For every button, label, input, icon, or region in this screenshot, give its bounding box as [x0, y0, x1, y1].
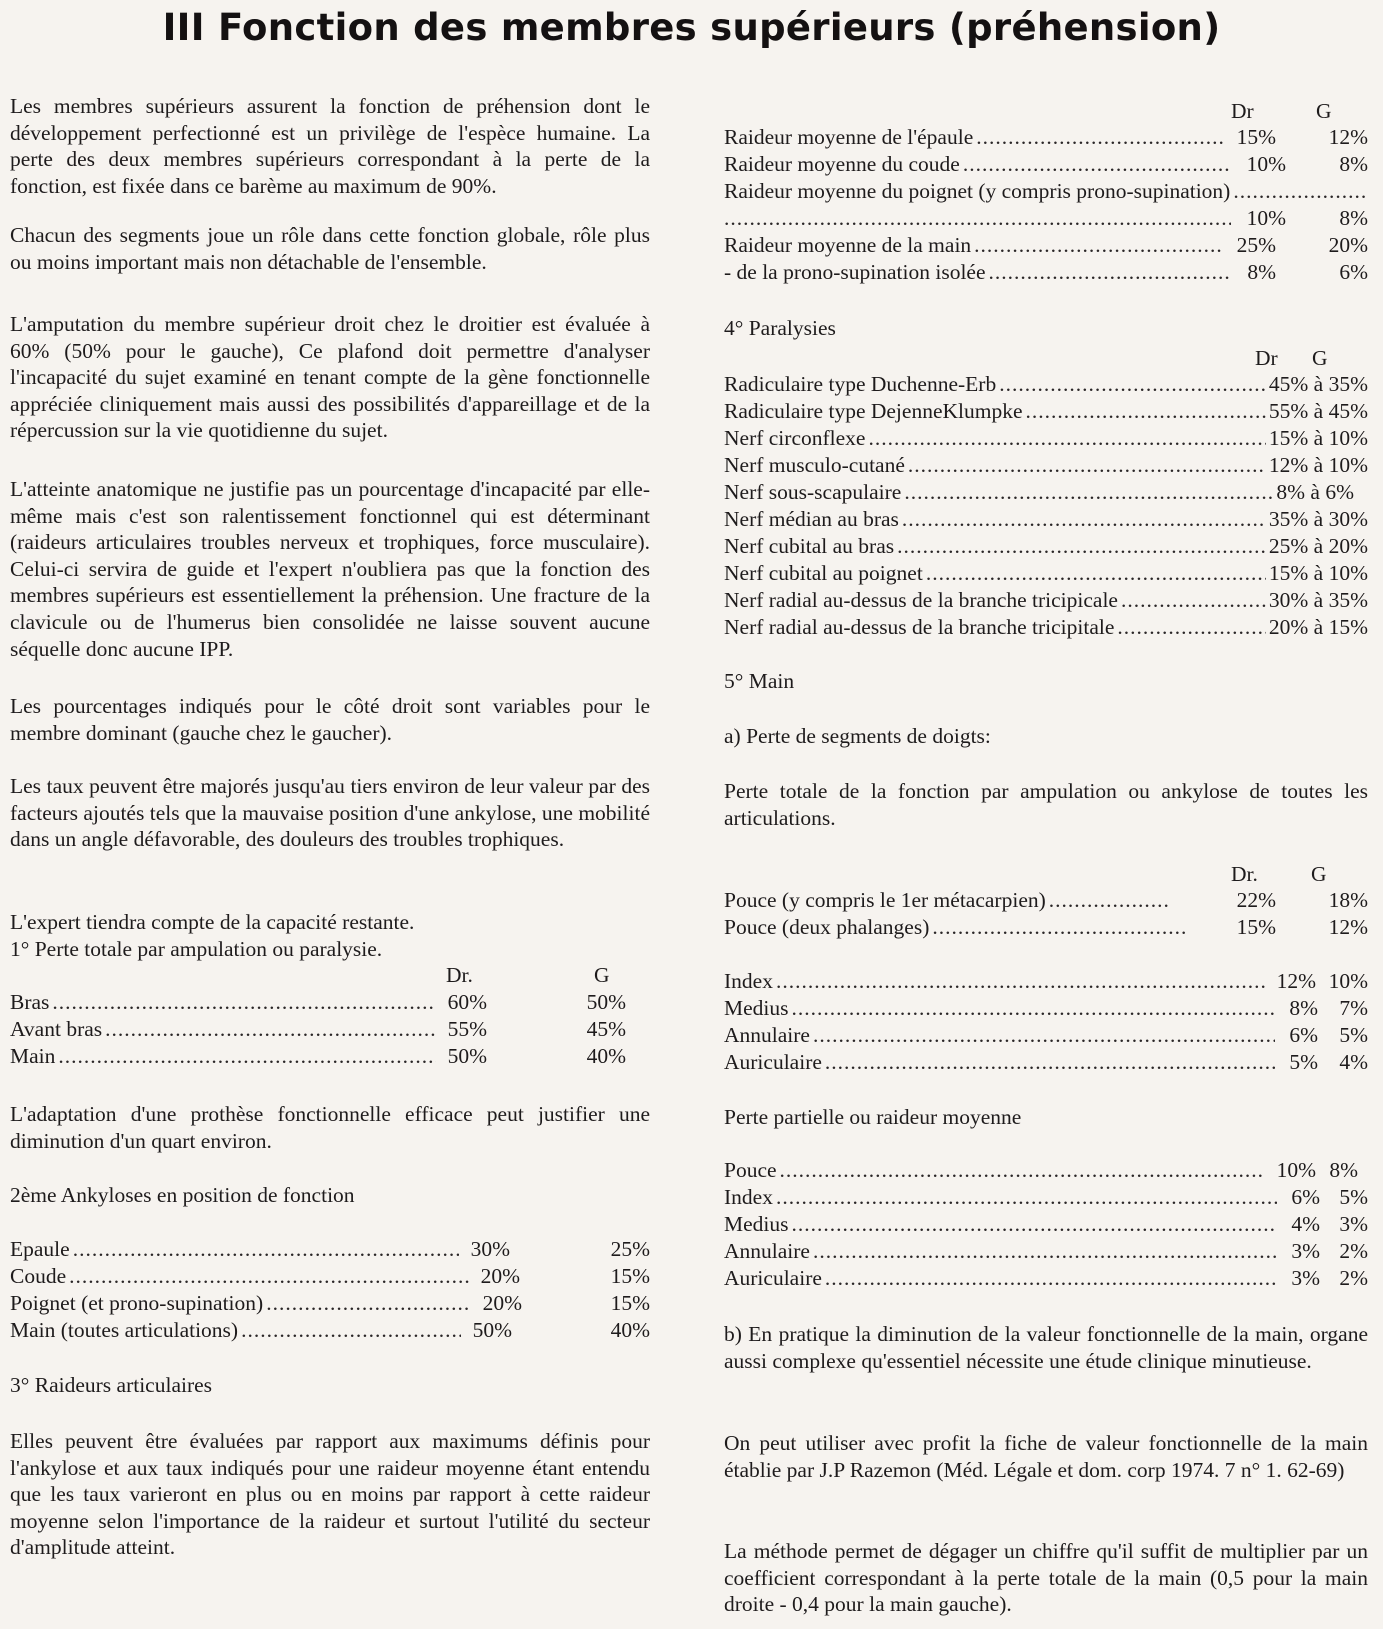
- value-dr: 5%: [1289, 1050, 1318, 1074]
- row-label: Bras: [10, 990, 50, 1014]
- table-row: [724, 533, 1368, 560]
- value-dr: 6%: [1291, 1185, 1320, 1209]
- value-dr: 6%: [1289, 1023, 1318, 1047]
- value-dr: 10%: [1276, 1158, 1316, 1182]
- table-row: [724, 1238, 1368, 1265]
- row-label: - de la prono-supination isolée: [724, 260, 986, 284]
- row-label: Nerf radial au-dessus de la branche tricipitale: [724, 615, 1115, 639]
- dot-leader: [73, 1236, 459, 1263]
- value-g: 2%: [1339, 1266, 1368, 1290]
- dot-leader: [989, 259, 1231, 286]
- col-header-dr: Dr: [1255, 346, 1278, 370]
- value-range: 45% à 35%: [1268, 372, 1368, 396]
- value-g: 45%: [586, 1017, 626, 1041]
- value-g: 15%: [610, 1291, 650, 1315]
- value-dr: 50%: [447, 1044, 487, 1068]
- col-header-g: G: [1316, 99, 1332, 123]
- dot-leader: [780, 1157, 1265, 1184]
- paragraph-prothese: [10, 1101, 650, 1154]
- value-g: 10%: [1328, 969, 1368, 993]
- row-label: Pouce (y compris le 1er métacarpien): [724, 888, 1046, 912]
- row-label: Index: [724, 1185, 773, 1209]
- table-row: [724, 614, 1368, 641]
- section-3-title: 3° Raideurs articulaires: [10, 1373, 213, 1397]
- dot-leader: [1233, 178, 1365, 205]
- row-label: Nerf sous-scapulaire: [724, 480, 902, 504]
- paragraph-segments: [10, 222, 650, 275]
- row-label: Poignet (et prono-supination): [10, 1291, 264, 1315]
- paragraph-text: b) En pratique la diminution de la valeur fonctionnelle de la main, organe aussi complexe qu'essentiel nécessite une étude clinique minutieuse.: [724, 1322, 1368, 1373]
- value-dr: 20%: [480, 1264, 520, 1288]
- table-row: [724, 506, 1368, 533]
- value-g: 15%: [610, 1264, 650, 1288]
- row-label: Medius: [724, 996, 789, 1020]
- dot-leader: [241, 1317, 461, 1344]
- table-row: [724, 887, 1368, 914]
- dot-leader: [904, 479, 1273, 506]
- dot-leader: [908, 452, 1266, 479]
- table-row: [724, 995, 1368, 1022]
- row-label: Epaule: [10, 1237, 70, 1261]
- row-label: Nerf médian au bras: [724, 507, 899, 531]
- row-label: Nerf radial au-dessus de la branche tricipicale: [724, 588, 1118, 612]
- value-dr: 22%: [1236, 888, 1276, 912]
- row-label: Radiculaire type Duchenne-Erb: [724, 372, 997, 396]
- dot-leader: [58, 1043, 436, 1070]
- paragraph-perte-totale: [724, 778, 1368, 831]
- paragraph-text: L'amputation du membre supérieur droit chez le droitier est évaluée à 60% (50% pour le gauche), Ce plafond doit permettre d'analyser l'incapacité du sujet examiné en tenant compte de la gène fonctionnelle appréciée cliniquement mais aussi des possibilités d'appareillage et de la répercussion sur la vie quotidienne du sujet.: [10, 312, 650, 443]
- value-dr: 3%: [1291, 1266, 1320, 1290]
- value-range: 35% à 30%: [1268, 507, 1368, 531]
- paragraph-pratique: [724, 1321, 1368, 1374]
- value-range: 30% à 35%: [1268, 588, 1368, 612]
- table-row: [10, 989, 626, 1016]
- table-row: [724, 124, 1368, 151]
- table-row: [724, 205, 1368, 232]
- section-5a-title: a) Perte de segments de doigts:: [724, 724, 991, 748]
- value-range: 12% à 10%: [1268, 453, 1368, 477]
- row-label: Auriculaire: [724, 1050, 822, 1074]
- dot-leader: [105, 1016, 436, 1043]
- paragraph-text: La méthode permet de dégager un chiffre qu'il suffit de multiplier par un coefficient correspondant à la perte totale de la main (0,5 pour la main droite - 0,4 pour la main gauche).: [724, 1539, 1368, 1617]
- table-row: [724, 1265, 1368, 1292]
- value-g: 8%: [1339, 206, 1368, 230]
- value-g: 18%: [1328, 888, 1368, 912]
- value-dr: 25%: [1236, 233, 1276, 257]
- table-row: [724, 1211, 1368, 1238]
- value-range: 15% à 10%: [1268, 426, 1368, 450]
- dot-leader: [813, 1022, 1275, 1049]
- col-header-dr: Dr.: [446, 963, 473, 987]
- dot-leader: [813, 1238, 1277, 1265]
- section-4-title: 4° Paralysies: [724, 316, 836, 340]
- dot-leader: [724, 205, 1231, 232]
- table-row: [724, 398, 1368, 425]
- row-label: Nerf cubital au poignet: [724, 561, 923, 585]
- table-row: [724, 178, 1368, 205]
- value-g: 25%: [610, 1237, 650, 1261]
- dot-leader: [52, 989, 436, 1016]
- value-dr: 30%: [470, 1237, 510, 1261]
- table-row: [724, 479, 1354, 506]
- table-row: [724, 560, 1368, 587]
- dot-leader: [792, 1211, 1278, 1238]
- paragraph-methode: [724, 1538, 1368, 1618]
- table-row: [724, 914, 1368, 941]
- value-dr: 4%: [1291, 1212, 1320, 1236]
- paragraph-text: L'adaptation d'une prothèse fonctionnelle efficace peut justifier une diminution d'un quart environ.: [10, 1102, 650, 1153]
- value-g: 20%: [1328, 233, 1368, 257]
- table-row: [10, 1290, 650, 1317]
- table-row: [724, 371, 1368, 398]
- paragraph-intro: [10, 93, 650, 199]
- col-header-dr: Dr: [1231, 99, 1254, 123]
- value-g: 4%: [1339, 1050, 1368, 1074]
- col-header-dr: Dr.: [1231, 862, 1258, 886]
- value-range: 25% à 20%: [1268, 534, 1368, 558]
- row-label: Raideur moyenne de l'épaule: [724, 125, 974, 149]
- row-label: Index: [724, 969, 773, 993]
- dot-leader: [902, 506, 1266, 533]
- paragraph-text: Les pourcentages indiqués pour le côté droit sont variables pour le membre dominant (gauche chez le gaucher).: [10, 694, 650, 745]
- row-label: Radiculaire type DejenneKlumpke: [724, 399, 1023, 423]
- dot-leader: [963, 151, 1231, 178]
- paragraph-text: Les taux peuvent être majorés jusqu'au tiers environ de leur valeur par des facteurs ajoutés tels que la mauvaise position d'une ankylose, une mobilité dans un angle défavorable, des douleurs des troubles trophiques.: [10, 774, 650, 852]
- col-header-g: G: [1312, 346, 1328, 370]
- row-label: Main (toutes articulations): [10, 1318, 239, 1342]
- table-row: [724, 587, 1368, 614]
- dot-leader: [776, 968, 1265, 995]
- section-1-title: 1° Perte totale par ampulation ou paralysie.: [10, 937, 383, 961]
- row-label: Main: [10, 1044, 56, 1068]
- value-g: 5%: [1339, 1185, 1368, 1209]
- paragraph-raideurs: [10, 1428, 650, 1561]
- paragraph-text: Perte totale de la fonction par ampulation ou ankylose de toutes les articulations.: [724, 779, 1368, 830]
- value-g: 7%: [1339, 996, 1368, 1020]
- paragraph-amputation: [10, 311, 650, 444]
- value-g: 6%: [1339, 260, 1368, 284]
- value-g: 12%: [1328, 915, 1368, 939]
- row-label: Annulaire: [724, 1023, 810, 1047]
- value-range: 15% à 10%: [1268, 561, 1368, 585]
- value-g: 8%: [1339, 152, 1368, 176]
- table-row: [10, 1016, 626, 1043]
- row-label: Pouce (deux phalanges): [724, 915, 930, 939]
- value-dr: 8%: [1247, 260, 1276, 284]
- value-dr: 12%: [1276, 969, 1316, 993]
- row-label: Coude: [10, 1264, 67, 1288]
- dot-leader: [976, 124, 1225, 151]
- table-row: [724, 425, 1368, 452]
- table-row: [724, 1184, 1368, 1211]
- section-5-title: 5° Main: [724, 669, 795, 693]
- dot-leader: [926, 560, 1266, 587]
- paragraph-text: Elles peuvent être évaluées par rapport aux maximums définis pour l'ankylose et aux taux indiqués pour une raideur moyenne étant entendu que les taux varieront en plus ou en moins par rapport à cette raideur moyenne selon l'importance de la raideur et surtout l'utilité du secteur d'amplitude atteint.: [10, 1429, 650, 1560]
- value-dr: 10%: [1246, 152, 1286, 176]
- row-label: Annulaire: [724, 1239, 810, 1263]
- dot-leader: [69, 1263, 469, 1290]
- partielle-title: Perte partielle ou raideur moyenne: [724, 1105, 1022, 1129]
- row-label: Nerf cubital au bras: [724, 534, 895, 558]
- dot-leader: [1117, 614, 1265, 641]
- table-row: [10, 1263, 650, 1290]
- value-range: 55% à 45%: [1268, 399, 1368, 423]
- dot-leader: [974, 232, 1221, 259]
- paragraph-majoration: [10, 773, 650, 853]
- value-g: 50%: [586, 990, 626, 1014]
- paragraph-text: L'atteinte anatomique ne justifie pas un pourcentage d'incapacité par elle-même mais c'est son ralentissement fonctionnel qui est déterminant (raideurs articulaires troubles nerveux et trophiques, force musculaire). Celui-ci servira de guide et l'expert n'oubliera pas que la fonction des membres supérieurs est essentiellement la préhension. Une fracture de la clavicule ou de l'humerus bien consolidée ne laisse souvent aucune séquelle donc aucune IPP.: [10, 477, 650, 661]
- value-g: 3%: [1339, 1212, 1368, 1236]
- table-row: [10, 1317, 650, 1344]
- table-row: [724, 968, 1368, 995]
- dot-leader: [868, 425, 1265, 452]
- value-g: 5%: [1339, 1023, 1368, 1047]
- dot-leader: [897, 533, 1266, 560]
- value-range: 8% à 6%: [1276, 480, 1354, 504]
- value-range: 20% à 15%: [1268, 615, 1368, 639]
- dot-leader: [266, 1290, 471, 1317]
- paragraph-razemon: [724, 1430, 1368, 1483]
- value-dr: 60%: [447, 990, 487, 1014]
- value-g: 12%: [1328, 125, 1368, 149]
- value-g: 8%: [1329, 1158, 1358, 1182]
- page-title: III Fonction des membres supérieurs (préhension): [162, 6, 1221, 49]
- row-label: Nerf circonflexe: [724, 426, 866, 450]
- dot-leader: [999, 371, 1266, 398]
- table-row: [724, 151, 1368, 178]
- col-header-g: G: [1311, 862, 1327, 886]
- dot-leader: [1049, 887, 1169, 914]
- value-dr: 55%: [447, 1017, 487, 1041]
- table-row: [10, 1043, 626, 1070]
- row-label: Pouce: [724, 1158, 777, 1182]
- dot-leader: [1026, 398, 1266, 425]
- row-label: Raideur moyenne du coude: [724, 152, 960, 176]
- value-dr: 20%: [482, 1291, 522, 1315]
- value-dr: 10%: [1246, 206, 1286, 230]
- value-g: 40%: [610, 1318, 650, 1342]
- dot-leader: [825, 1049, 1275, 1076]
- table-row: [724, 1157, 1358, 1184]
- dot-leader: [776, 1184, 1277, 1211]
- paragraph-text: Les membres supérieurs assurent la fonction de préhension dont le développement perfectionné est un privilège de l'espèce humaine. La perte des deux membres supérieurs correspondant à la perte de la fonction, est fixée dans ce barème au maximum de 90%.: [10, 94, 650, 198]
- value-dr: 15%: [1236, 125, 1276, 149]
- value-g: 40%: [586, 1044, 626, 1068]
- value-dr: 8%: [1289, 996, 1318, 1020]
- table-row: [724, 452, 1368, 479]
- row-label: Raideur moyenne du poignet (y compris prono-supination): [724, 179, 1231, 203]
- capacite-line: L'expert tiendra compte de la capacité restante.: [10, 910, 415, 934]
- row-label: Medius: [724, 1212, 789, 1236]
- table-row: [724, 259, 1368, 286]
- row-label: Nerf musculo-cutané: [724, 453, 905, 477]
- row-label: Auriculaire: [724, 1266, 822, 1290]
- dot-leader: [825, 1265, 1277, 1292]
- value-dr: 15%: [1236, 915, 1276, 939]
- section-2-title: 2ème Ankyloses en position de fonction: [10, 1183, 355, 1207]
- paragraph-atteinte: [10, 476, 650, 662]
- value-dr: 50%: [472, 1318, 512, 1342]
- paragraph-pourcentages: [10, 693, 650, 746]
- dot-leader: [792, 995, 1276, 1022]
- paragraph-text: Chacun des segments joue un rôle dans cette fonction globale, rôle plus ou moins important mais non détachable de l'ensemble.: [10, 223, 650, 274]
- table-row: [10, 1236, 650, 1263]
- row-label: Avant bras: [10, 1017, 103, 1041]
- table-row: [724, 1049, 1368, 1076]
- table-row: [724, 232, 1368, 259]
- dot-leader: [1121, 587, 1266, 614]
- paragraph-text: On peut utiliser avec profit la fiche de valeur fonctionnelle de la main établie par J.P Razemon (Méd. Légale et dom. corp 1974. 7 n° 1. 62-69): [724, 1431, 1368, 1482]
- table-row: [724, 1022, 1368, 1049]
- value-g: 2%: [1339, 1239, 1368, 1263]
- value-dr: 3%: [1291, 1239, 1320, 1263]
- dot-leader: [932, 914, 1188, 941]
- col-header-g: G: [594, 963, 610, 987]
- row-label: Raideur moyenne de la main: [724, 233, 972, 257]
